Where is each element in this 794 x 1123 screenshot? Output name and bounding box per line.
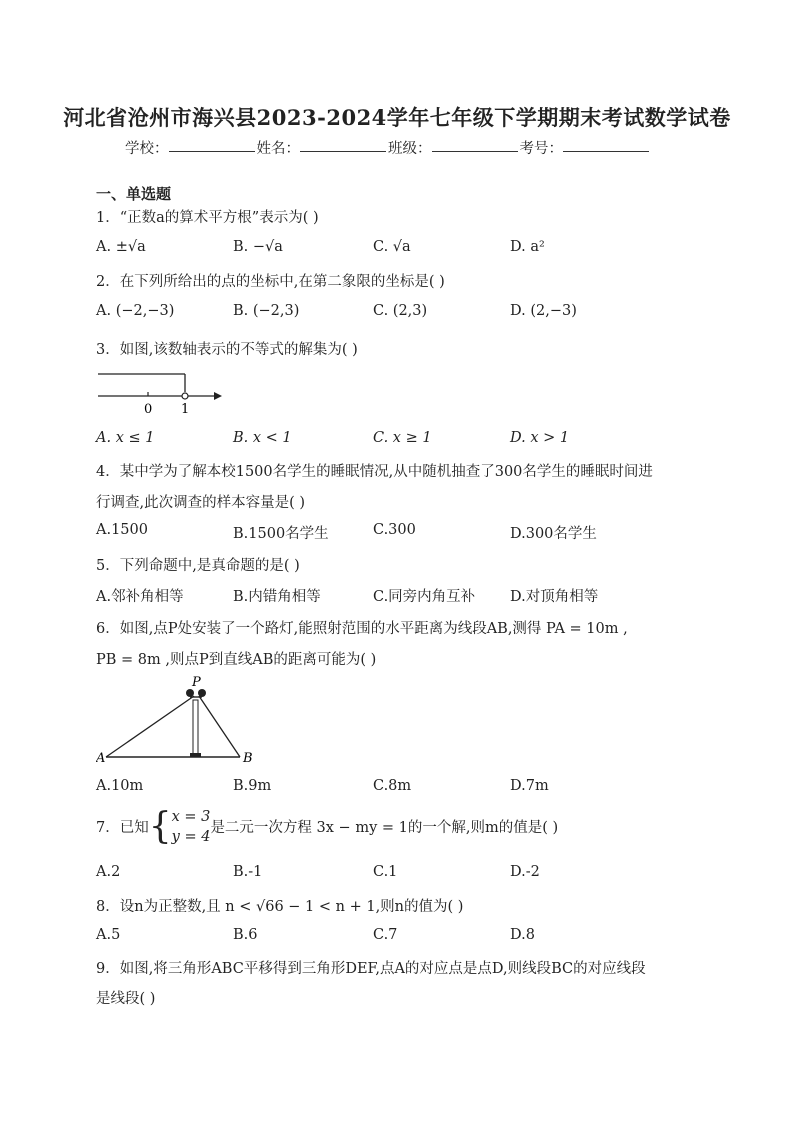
label-a: A	[96, 751, 106, 766]
option-a[interactable]: A.1500	[96, 522, 148, 538]
open-circle-at-one	[182, 393, 188, 399]
segment-pa	[106, 696, 194, 757]
axis-arrow	[214, 392, 222, 400]
option-d[interactable]: D.300名学生	[510, 526, 597, 542]
option-c[interactable]: C.同旁内角互补	[373, 589, 476, 605]
label-p: P	[192, 675, 201, 690]
option-a[interactable]: A. ±√a	[96, 239, 146, 255]
option-c[interactable]: C. (2,3)	[373, 303, 428, 319]
page-title: 河北省沧州市海兴县2023-2024学年七年级下学期期末考试数学试卷	[63, 105, 731, 130]
street-lamp-figure	[96, 674, 268, 766]
question-6-stem-line2: PB = 8m ,则点P到直线AB的距离可能为( )	[96, 652, 377, 668]
option-b[interactable]: B. (−2,3)	[233, 303, 300, 319]
option-a[interactable]: A. (−2,−3)	[96, 303, 175, 319]
option-a[interactable]: A.2	[96, 864, 121, 880]
student-info-line	[125, 137, 651, 158]
option-d[interactable]: D. x > 1	[510, 430, 570, 446]
option-d[interactable]: D.7m	[510, 778, 549, 794]
question-4-stem-line1: 4．某中学为了解本校1500名学生的睡眠情况,从中随机抽查了300名学生的睡眠时间进	[96, 464, 653, 480]
class-blank[interactable]	[432, 137, 518, 152]
section-heading: 一、单选题	[96, 185, 172, 203]
equation-system	[172, 807, 211, 847]
option-b[interactable]: B. −√a	[233, 239, 283, 255]
question-7-suffix: 是二元一次方程 3x − my = 1的一个解,则m的值是( )	[210, 820, 559, 836]
option-a[interactable]: A.10m	[96, 778, 144, 794]
system-brace: {	[148, 806, 172, 847]
option-a[interactable]: A.5	[96, 927, 121, 943]
question-7-stem	[96, 806, 558, 847]
name-label: 姓名：	[256, 141, 300, 157]
option-c[interactable]: C.300	[373, 522, 416, 538]
option-d[interactable]: D.-2	[510, 864, 540, 880]
option-c[interactable]: C.7	[373, 927, 398, 943]
lamp-head-right	[198, 689, 206, 697]
number-label: 考号：	[519, 141, 563, 157]
question-9-stem-line2: 是线段( )	[96, 991, 156, 1007]
question-7-prefix: 7．已知	[96, 820, 149, 836]
question-6-stem-line1: 6．如图,点P处安装了一个路灯,能照射范围的水平距离为线段AB,测得 PA = 10m ,	[96, 621, 628, 637]
option-c[interactable]: C.8m	[373, 778, 412, 794]
option-b[interactable]: B.9m	[233, 778, 272, 794]
question-3-stem: 3．如图,该数轴表示的不等式的解集为( )	[96, 342, 358, 358]
option-a[interactable]: A.邻补角相等	[96, 589, 184, 605]
option-d[interactable]: D.对顶角相等	[510, 589, 599, 605]
lamp-pole	[193, 700, 198, 755]
option-b[interactable]: B. x < 1	[233, 430, 292, 446]
option-b[interactable]: B.1500名学生	[233, 526, 329, 542]
number-line-figure	[96, 366, 226, 418]
option-d[interactable]: D.8	[510, 927, 535, 943]
school-blank[interactable]	[169, 137, 255, 152]
question-2-stem: 2．在下列所给出的点的坐标中,在第二象限的坐标是( )	[96, 274, 445, 290]
question-5-stem: 5．下列命题中,是真命题的是( )	[96, 558, 300, 574]
lamp-base	[190, 753, 201, 757]
equation-x: x = 3	[171, 808, 211, 825]
option-d[interactable]: D. (2,−3)	[510, 303, 577, 319]
school-label: 学校：	[125, 141, 169, 157]
option-d[interactable]: D. a²	[510, 239, 545, 255]
option-c[interactable]: C. √a	[373, 239, 411, 255]
option-b[interactable]: B.内错角相等	[233, 589, 321, 605]
label-b: B	[243, 751, 253, 766]
question-4-stem-line2: 行调查,此次调查的样本容量是( )	[96, 495, 306, 511]
tick-label-one: 1	[181, 402, 190, 417]
option-b[interactable]: B.-1	[233, 864, 263, 880]
number-blank[interactable]	[563, 137, 649, 152]
option-c[interactable]: C. x ≥ 1	[373, 430, 432, 446]
equation-y: y = 4	[171, 828, 211, 845]
option-c[interactable]: C.1	[373, 864, 398, 880]
question-8-stem: 8．设n为正整数,且 n < √66 − 1 < n + 1,则n的值为( )	[96, 899, 464, 915]
question-9-stem-line1: 9．如图,将三角形ABC平移得到三角形DEF,点A的对应点是点D,则线段BC的对应线段	[96, 961, 646, 977]
question-1-stem: 1．“正数a的算术平方根”表示为( )	[96, 210, 319, 226]
class-label: 班级：	[388, 141, 432, 157]
tick-label-zero: 0	[144, 402, 153, 417]
name-blank[interactable]	[300, 137, 386, 152]
segment-pb	[199, 696, 240, 757]
lamp-head-left	[186, 689, 194, 697]
option-b[interactable]: B.6	[233, 927, 258, 943]
option-a[interactable]: A. x ≤ 1	[96, 430, 155, 446]
